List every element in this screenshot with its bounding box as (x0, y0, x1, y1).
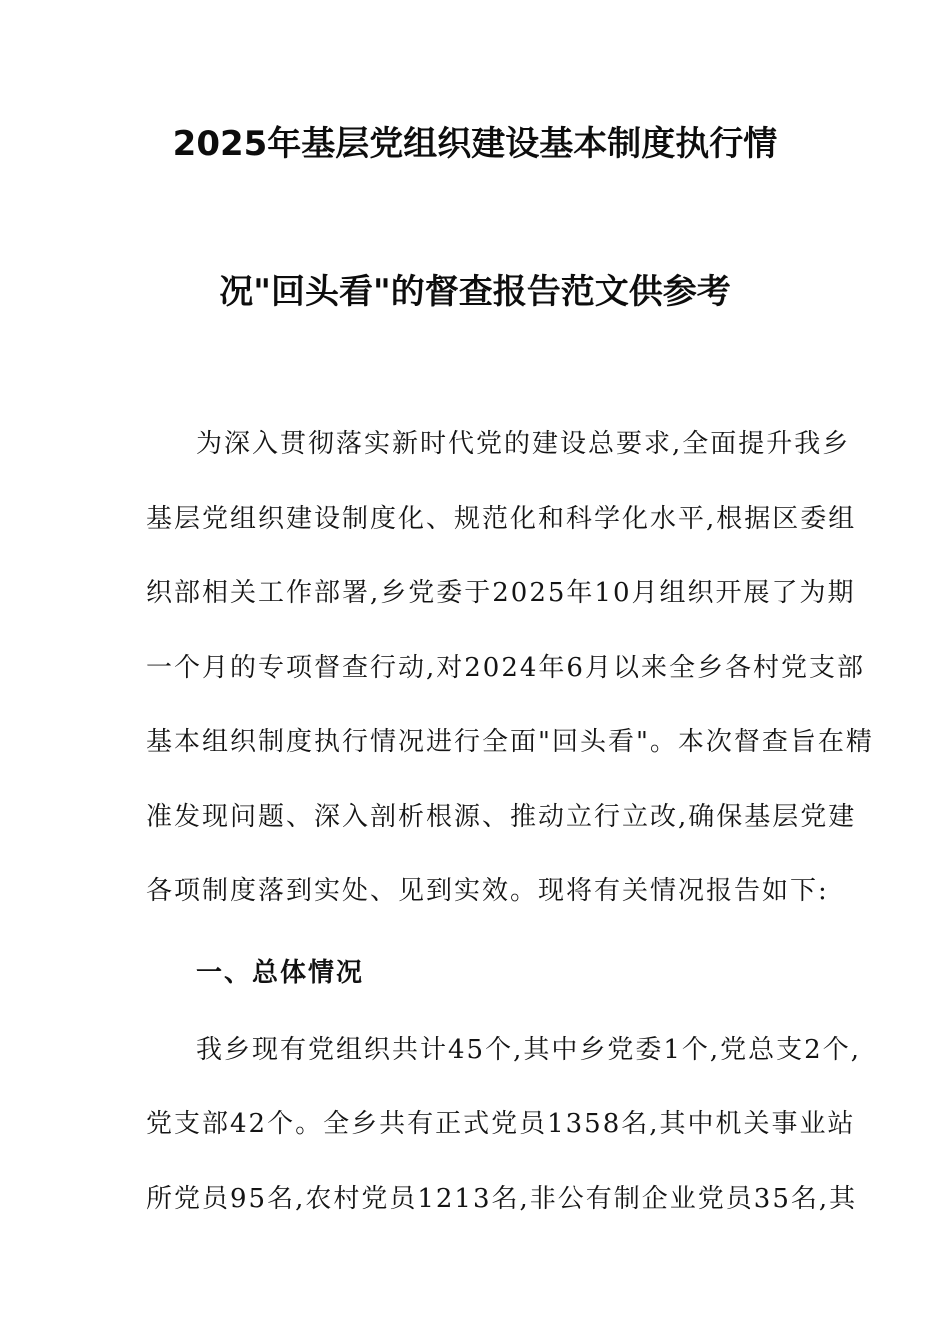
intro-paragraph-line: 一个月的专项督查行动,对2024年6月以来全乡各村党支部 (146, 653, 865, 683)
intro-paragraph-line: 为深入贯彻落实新时代党的建设总要求,全面提升我乡 (196, 429, 851, 459)
section-paragraph-line: 所党员95名,农村党员1213名,非公有制企业党员35名,其 (146, 1184, 858, 1214)
section-paragraph-line: 我乡现有党组织共计45个,其中乡党委1个,党总支2个, (196, 1035, 861, 1065)
intro-paragraph-line: 织部相关工作部署,乡党委于2025年10月组织开展了为期 (146, 578, 856, 608)
document-title-line-1: 2025年基层党组织建设基本制度执行情 (172, 124, 778, 164)
section-heading: 一、总体情况 (196, 958, 365, 988)
section-paragraph-line: 党支部42个。全乡共有正式党员1358名,其中机关事业站 (146, 1109, 856, 1139)
document-title-line-2: 况"回头看"的督查报告范文供参考 (219, 272, 731, 312)
intro-paragraph-line: 基本组织制度执行情况进行全面"回头看"。本次督查旨在精 (146, 727, 874, 757)
intro-paragraph-line: 基层党组织建设制度化、规范化和科学化水平,根据区委组 (146, 504, 857, 534)
intro-paragraph-line: 准发现问题、深入剖析根源、推动立行立改,确保基层党建 (146, 802, 857, 832)
intro-paragraph-line: 各项制度落到实处、见到实效。现将有关情况报告如下: (146, 876, 829, 906)
